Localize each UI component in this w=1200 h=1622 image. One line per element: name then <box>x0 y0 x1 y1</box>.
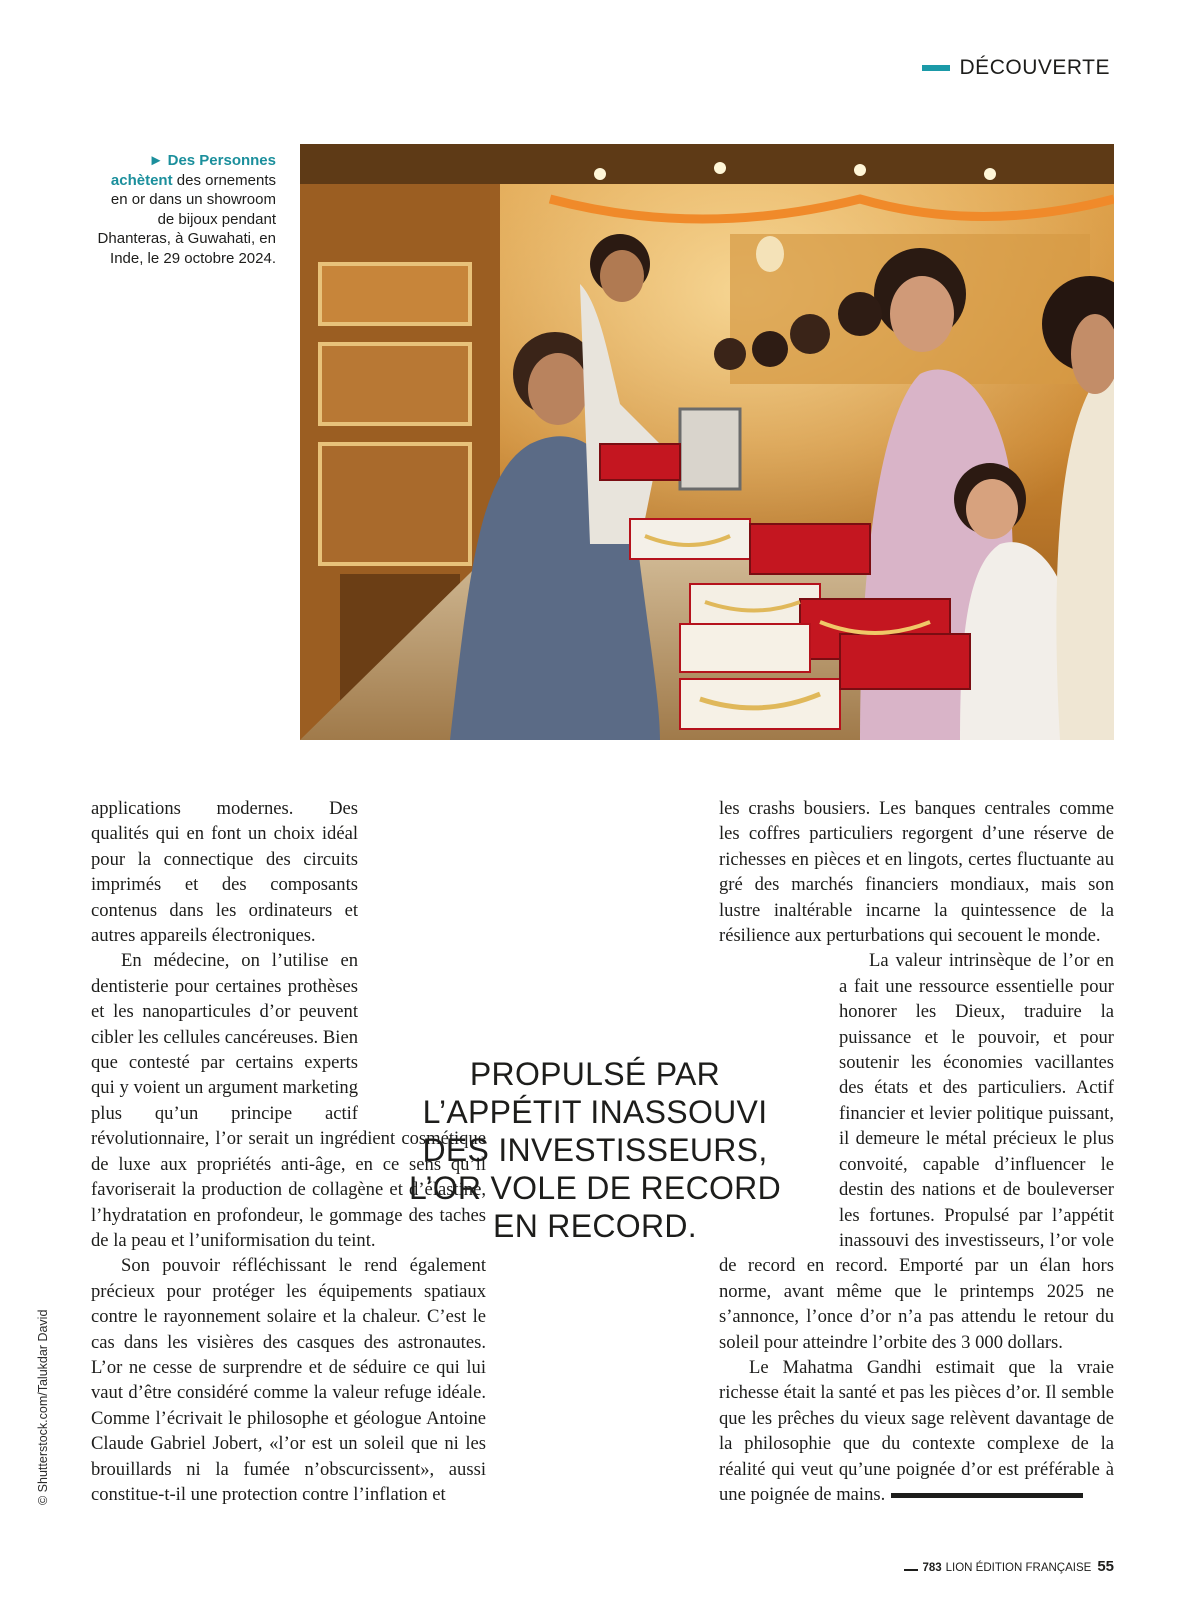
paragraph: applications modernes. Des qualités qui en font un choix idéal pour la connectique des circuits imprimés et des composants contenus dans les ordinateurs et autres appareils électroniques. <box>91 798 358 947</box>
photo-credit: © Shutterstock.com/Talukdar David <box>36 1309 50 1505</box>
paragraph: En médecine, on l’utilise en dentisterie pour certaines prothèses et les nanoparticules d’or peuvent cibler les cellules cancéreuses. Bien que contesté par certains experts qui y voient un argument marketing plus qu’un principe actif révolutionnaire, l’or serait un ingrédient cosmétique de luxe aux propriétés anti-âge, en ce sens qu’il favoriserait la production de collagène et d’élastine, l’hydratation en profondeur, le gommage des taches de la peau et l’uniformisation du teint. <box>91 950 486 1251</box>
page-number: 55 <box>1097 1558 1114 1575</box>
caption-text: des ornements en or dans un showroom de bijoux pendant Dhanteras, à Guwahati, en Inde, le 29 octobre 2024. <box>97 171 276 267</box>
paragraph: Son pouvoir réfléchissant le rend également précieux pour protéger les équipements spatiaux contre le rayonnement solaire et la chaleur. C’est le cas dans les visières des casques des astronautes. L’or ne cesse de surprendre et de séduire ce qui lui vaut d’être considéré comme la valeur refuge idéale. Comme l’écrivait le philosophe et géologue Antoine Claude Gabriel Jobert, «l’or est un soleil que ni les brouillards ni la fumée n’obscurcissent», aussi constitue-t-il une protection contre l’inflation et <box>91 1255 486 1505</box>
page-folio <box>904 1558 1114 1575</box>
pull-quote: PROPULSÉ PAR L’APPÉTIT INASSOUVI DES INVESTISSEURS, L’OR VOLE DE RECORD EN RECORD. <box>408 1056 781 1244</box>
caption-lead: ► Des Personnes achètent <box>110 152 276 189</box>
photo-caption <box>92 151 276 268</box>
section-accent-bar <box>922 65 950 71</box>
section-label: DÉCOUVERTE <box>959 56 1110 79</box>
end-of-article-rule <box>891 1493 1083 1498</box>
publication-name: LION ÉDITION FRANÇAISE <box>945 1562 1092 1574</box>
section-tag <box>922 56 1110 80</box>
paragraph: La valeur intrinsèque de l’or en a fait une ressource essentielle pour honorer les Dieux, traduire la puissance et le pouvoir, et pour soutenir les économies vacillantes des états et des particuliers. Actif financier et levier politique puissant, il demeure le métal précieux le plus convoité, capable d’influencer le destin des nations et de bouleverser les fortunes. Propulsé par l’appétit inassouvi des investisseurs, l’or vole de record en record. Emporté par un élan hors norme, avant même que le printemps 2025 ne s’annonce, l’once d’or n’a pas attendu le retour du soleil pour atteindre l’orbite des 3 000 dollars. <box>719 950 1114 1353</box>
jewelry-showroom-photo <box>300 144 1114 740</box>
triangle-right-icon: ► <box>148 152 168 169</box>
paragraph: Le Mahatma Gandhi estimait que la vraie richesse était la santé et pas les pièces d’or. Il semble que les prêches du vieux sage relèvent davantage de la philosophie que du contexte complexe de la réalité qui veut qu’une poignée d’or est préférable à une poignée de mains. <box>719 1356 1114 1505</box>
issue-number: 783 <box>922 1562 942 1574</box>
folio-dash <box>904 1569 918 1571</box>
paragraph: les crashs bousiers. Les banques centrales comme les coffres particuliers regorgent d’une réserve de richesses en pièces et en lingots, certes fluctuante au gré des marchés financiers mondiaux, mais son lustre inaltérable incarne la quintessence de la résilience aux perturbations qui secouent le monde. <box>719 798 1114 947</box>
